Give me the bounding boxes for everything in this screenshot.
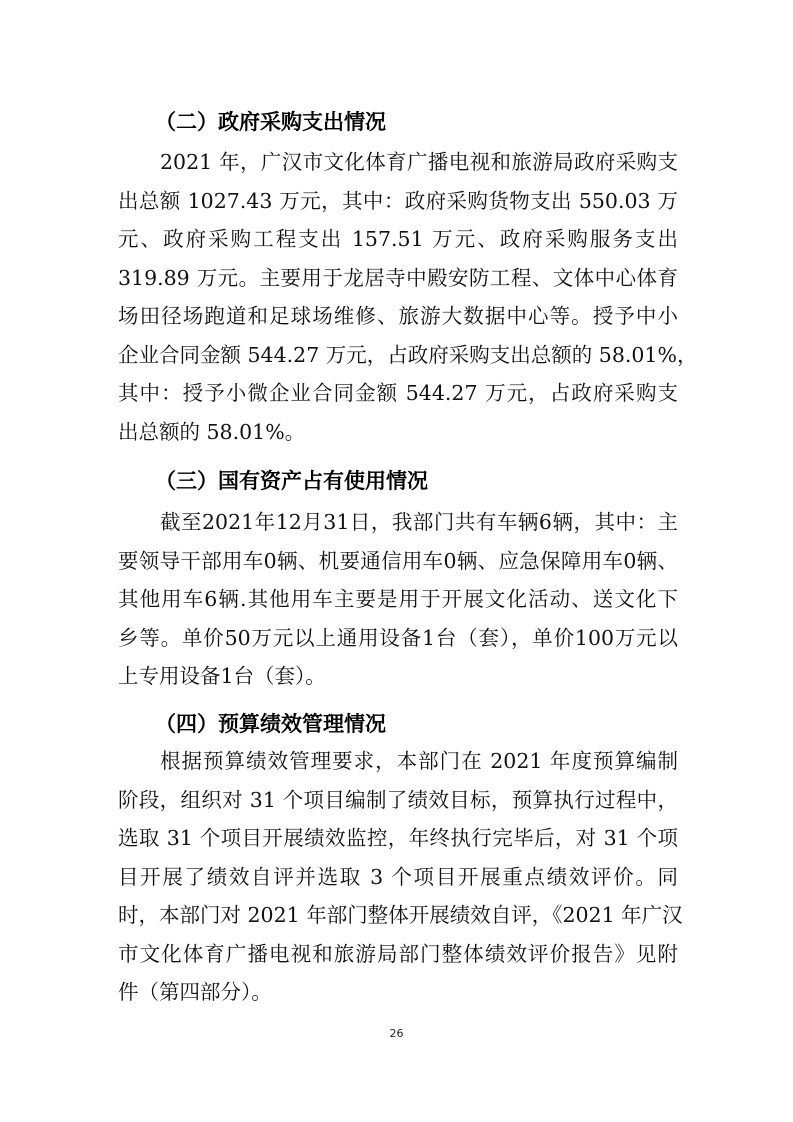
- section-heading-performance-management: （四）预算绩效管理情况: [155, 712, 386, 736]
- paragraph-line: 目开展了绩效自评并选取 3 个项目开展重点绩效评价。同: [118, 864, 678, 889]
- paragraph-line: 出总额 1027.43 万元，其中：政府采购货物支出 550.03 万: [118, 188, 678, 213]
- paragraph-line: 要领导干部用车0辆、机要通信用车0辆、应急保障用车0辆、: [118, 548, 678, 573]
- paragraph-line: 2021 年，广汉市文化体育广播电视和旅游局政府采购支: [160, 150, 678, 174]
- paragraph-line: 场田径场跑道和足球场维修、旅游大数据中心等。授予中小: [118, 304, 678, 328]
- page-number: 26: [389, 1027, 404, 1040]
- paragraph-line: 其他用车6辆.其他用车主要是用于开展文化活动、送文化下: [118, 587, 678, 611]
- paragraph-line: 元、政府采购工程支出 157.51 万元、政府采购服务支出: [118, 227, 678, 251]
- paragraph-government-procurement: [118, 143, 698, 451]
- section-heading-government-procurement: （二）政府采购支出情况: [155, 110, 386, 134]
- paragraph-line: 时，本部门对 2021 年部门整体开展绩效自评，《2021 年广汉: [118, 903, 683, 927]
- paragraph-line: 出总额的 58.01%。: [118, 419, 306, 444]
- paragraph-line: 企业合同金额 544.27 万元，占政府采购支出总额的 58.01%，: [118, 342, 698, 367]
- paragraph-line: 阶段，组织对 31 个项目编制了绩效目标，预算执行过程中，: [118, 787, 678, 812]
- paragraph-line: 上专用设备1台（套）。: [118, 664, 326, 688]
- paragraph-line: 件（第四部分）。: [118, 980, 272, 1004]
- paragraph-line: 市文化体育广播电视和旅游局部门整体绩效评价报告》见附: [118, 941, 678, 966]
- paragraph-line: 其中：授予小微企业合同金额 544.27 万元，占政府采购支: [118, 381, 678, 405]
- paragraph-line: 选取 31 个项目开展绩效监控，年终执行完毕后，对 31 个项: [118, 826, 678, 850]
- section-heading-state-assets: （三）国有资产占有使用情况: [155, 469, 428, 493]
- paragraph-line: 截至2021年12月31日，我部门共有车辆6辆，其中：主: [160, 510, 678, 534]
- paragraph-state-assets: [118, 503, 678, 696]
- paragraph-line: 319.89 万元。主要用于龙居寺中殿安防工程、文体中心体育: [118, 265, 678, 290]
- paragraph-line: 乡等。单价50万元以上通用设备1台（套），单价100万元以: [118, 625, 678, 650]
- paragraph-performance-management: [118, 742, 683, 1012]
- paragraph-line: 根据预算绩效管理要求，本部门在 2021 年度预算编制: [160, 749, 678, 773]
